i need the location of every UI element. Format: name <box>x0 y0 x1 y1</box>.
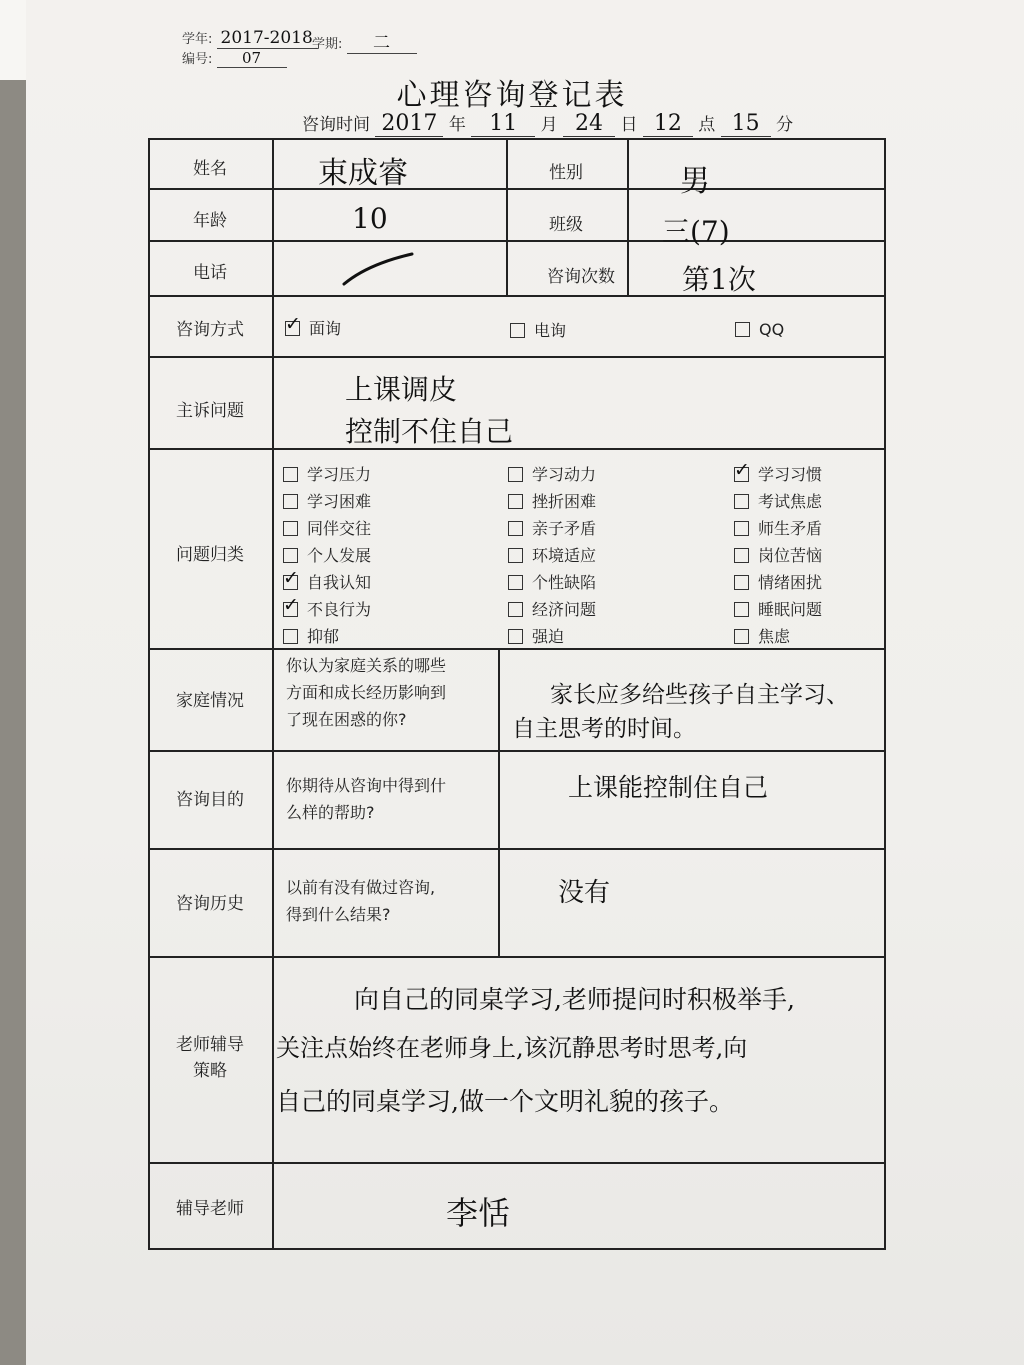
category-option[interactable]: 亲子矛盾 <box>508 516 596 539</box>
number-label: 编号: <box>182 52 213 67</box>
category-option[interactable]: ✓学习习惯 <box>734 462 822 485</box>
hour-unit: 点 <box>698 115 716 135</box>
term-field <box>312 28 417 54</box>
checkbox-icon <box>508 548 523 563</box>
category-option[interactable]: 学习困难 <box>283 489 371 512</box>
category-option[interactable]: 同伴交往 <box>283 516 371 539</box>
consult-year: 2017 <box>375 111 443 137</box>
checkbox-icon <box>734 548 749 563</box>
checkbox-icon <box>508 494 523 509</box>
strategy-line2: 关注点始终在老师身上,该沉静思考时思考,向 <box>276 1034 748 1062</box>
age-value: 10 <box>352 202 388 235</box>
method-qq[interactable]: QQ <box>735 320 784 339</box>
year-value: 2017-2018 <box>217 28 317 49</box>
age-label: 年龄 <box>193 211 227 231</box>
checkbox-icon <box>734 575 749 590</box>
checkbox-icon <box>283 629 298 644</box>
checkbox-icon <box>508 629 523 644</box>
strategy-line1: 向自己的同桌学习,老师提问时积极举手, <box>354 985 795 1014</box>
category-option[interactable]: 岗位苦恼 <box>734 543 822 566</box>
category-option[interactable]: 经济问题 <box>508 597 596 620</box>
class-label: 班级 <box>549 215 583 235</box>
checkbox-icon <box>734 629 749 644</box>
checkbox-icon <box>508 602 523 617</box>
checkbox-checked-icon <box>285 321 300 336</box>
purpose-label: 咨询目的 <box>176 790 244 810</box>
method-face[interactable]: ✓ 面询 <box>285 316 341 339</box>
checkbox-icon <box>283 521 298 536</box>
complaint-line2: 控制不住自己 <box>345 415 514 448</box>
name-value: 束成睿 <box>318 156 408 191</box>
year-label: 学年: <box>182 32 213 47</box>
name-label: 姓名 <box>193 159 227 179</box>
family-answer-line2: 自主思考的时间。 <box>512 716 696 742</box>
history-question: 以前有没有做过咨询, 得到什么结果? <box>286 878 436 924</box>
checkbox-icon <box>735 322 750 337</box>
checkbox-icon <box>508 575 523 590</box>
family-answer-line1: 家长应多给些孩子自主学习、 <box>550 682 849 708</box>
history-label: 咨询历史 <box>176 894 244 914</box>
minute-unit: 分 <box>776 115 794 135</box>
teacher-signature: 李恬 <box>446 1194 511 1232</box>
consult-hour: 12 <box>643 111 693 137</box>
checkbox-checked-icon <box>734 467 749 482</box>
gender-value: 男 <box>680 164 710 199</box>
category-option[interactable]: 挫折困难 <box>508 489 596 512</box>
method-label: 咨询方式 <box>176 320 244 340</box>
strategy-label: 老师辅导 策略 <box>176 1035 244 1081</box>
category-option[interactable]: 抑郁 <box>283 624 339 647</box>
category-option[interactable]: 焦虑 <box>734 624 790 647</box>
checkbox-icon <box>508 521 523 536</box>
category-label: 问题归类 <box>176 545 244 565</box>
category-option[interactable]: 学习压力 <box>283 462 371 485</box>
checkbox-icon <box>734 602 749 617</box>
purpose-answer: 上课能控制住自己 <box>568 773 769 802</box>
gender-label: 性别 <box>549 163 583 183</box>
category-option[interactable]: ✓不良行为 <box>283 597 371 620</box>
number-field <box>182 48 287 68</box>
history-answer: 没有 <box>558 878 611 908</box>
category-option[interactable]: 情绪困扰 <box>734 570 822 593</box>
category-option[interactable]: 考试焦虑 <box>734 489 822 512</box>
complaint-label: 主诉问题 <box>176 401 244 421</box>
day-unit: 日 <box>620 115 638 135</box>
checkbox-icon <box>508 467 523 482</box>
category-option[interactable]: 个人发展 <box>283 543 371 566</box>
checkbox-icon <box>734 494 749 509</box>
year-field <box>182 28 317 48</box>
month-unit: 月 <box>540 115 558 135</box>
consult-minute: 15 <box>721 111 771 137</box>
count-value: 第1次 <box>682 263 756 296</box>
term-value: 二 <box>347 28 417 54</box>
consult-month: 11 <box>471 111 535 137</box>
checkbox-icon <box>283 494 298 509</box>
family-label: 家庭情况 <box>176 691 244 711</box>
purpose-question: 你期待从咨询中得到什 么样的帮助? <box>286 776 447 822</box>
family-question: 你认为家庭关系的哪些 方面和成长经历影响到 了现在困惑的你? <box>286 656 447 729</box>
checkbox-icon <box>283 467 298 482</box>
year-unit: 年 <box>448 115 466 135</box>
method-phone[interactable]: 电询 <box>510 318 566 341</box>
phone-label: 电话 <box>193 263 227 283</box>
class-value: 三(7) <box>662 215 730 248</box>
consult-day: 24 <box>563 111 615 137</box>
form-title: 心理咨询登记表 <box>396 78 628 113</box>
category-option[interactable]: 师生矛盾 <box>734 516 822 539</box>
phone-dash-stroke <box>338 250 418 290</box>
teacher-label: 辅导老师 <box>176 1199 244 1219</box>
category-option[interactable]: 强迫 <box>508 624 564 647</box>
category-option[interactable]: ✓自我认知 <box>283 570 371 593</box>
complaint-line1: 上课调皮 <box>345 373 458 406</box>
checkbox-checked-icon <box>283 575 298 590</box>
count-label: 咨询次数 <box>547 267 615 287</box>
consult-time-row <box>302 110 793 137</box>
consult-time-label: 咨询时间 <box>302 115 370 135</box>
checkbox-icon <box>734 521 749 536</box>
checkbox-icon <box>510 323 525 338</box>
checkbox-icon <box>283 548 298 563</box>
number-value: 07 <box>217 49 287 68</box>
category-option[interactable]: 睡眠问题 <box>734 597 822 620</box>
checkbox-checked-icon <box>283 602 298 617</box>
category-option[interactable]: 个性缺陷 <box>508 570 596 593</box>
category-option[interactable]: 环境适应 <box>508 543 596 566</box>
category-option[interactable]: 学习动力 <box>508 462 596 485</box>
strategy-line3: 自己的同桌学习,做一个文明礼貌的孩子。 <box>276 1087 734 1116</box>
term-label: 学期: <box>312 37 343 52</box>
